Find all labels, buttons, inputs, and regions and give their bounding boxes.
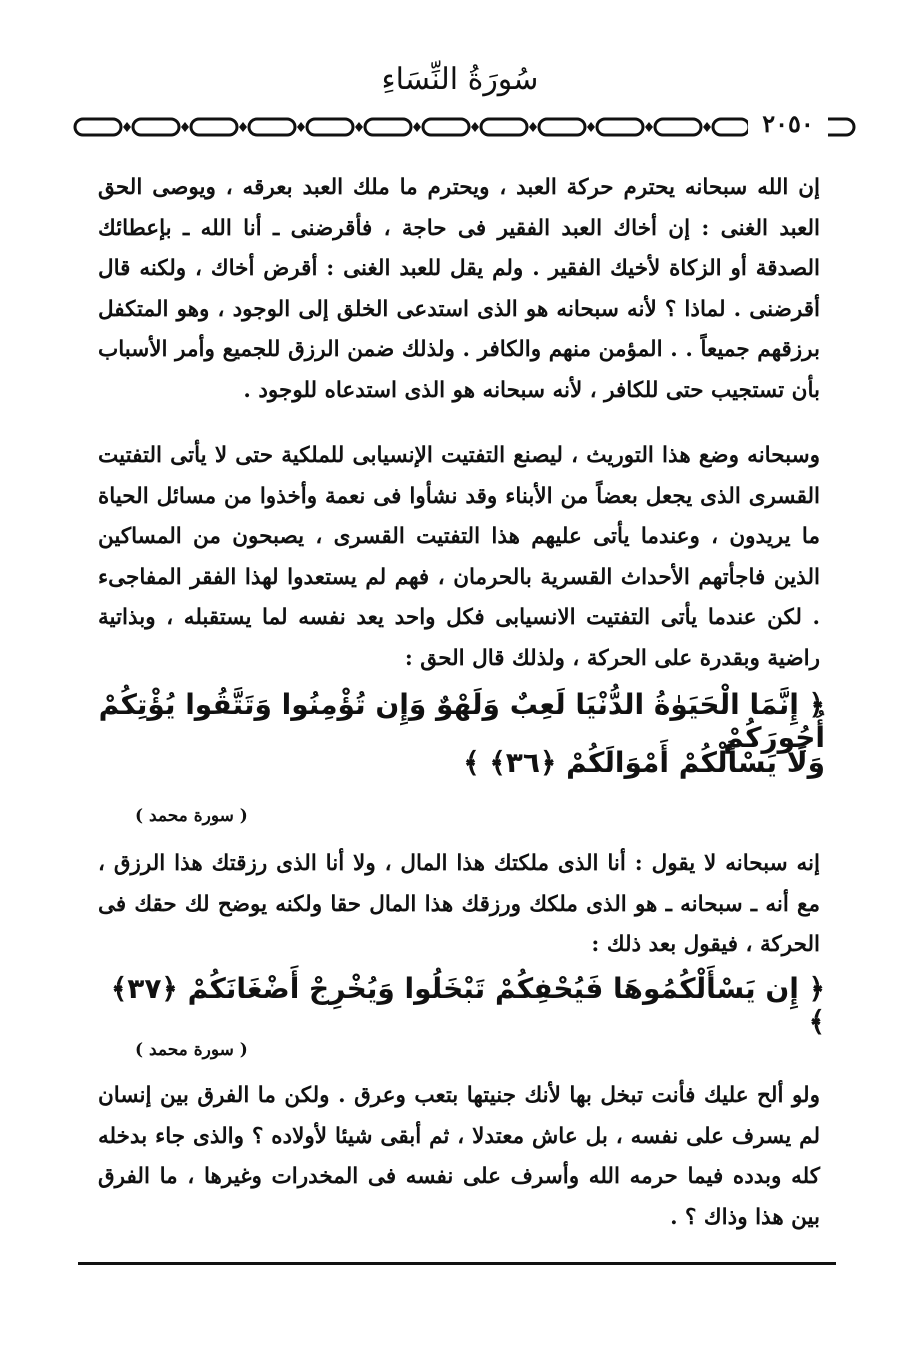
paragraph-3: إنه سبحانه لا يقول : أنا الذى ملكتك هذا المال ، ولا أنا الذى رزقتك هذا الرزق ، مع أنه ـ سبحانه ـ هو الذى ملكك ورزقك هذا المال حقا ولكنه يوضح لك حقك فى الحركة ، فيقول بعد ذلك : <box>98 851 820 957</box>
header-ornament-border <box>70 110 860 144</box>
paragraph-4: ولو ألح عليك فأنت تبخل بها لأنك جنيتها بتعب وعرق . ولكن ما الفرق بين إنسان لم يسرف على نفسه ، بل عاش معتدلا ، ثم أبقى شيئا لأولاده ؟ والذى جاء بدخله كله وبدده فيما حرمه الله وأسرف على نفسه فى المخدرات وغيرها ، ما الفرق بين هذا وذاك ؟ . <box>98 1083 820 1230</box>
verse-reference-1: ( سورة محمد ) <box>135 806 248 826</box>
surah-title: سُورَةُ النِّسَاءِ <box>381 62 539 97</box>
quran-verse-36-line-1: ﴿ إِنَّمَا الْحَيَوٰةُ الدُّنْيَا لَعِبٌ وَلَهْوٌ وَإِن تُؤْمِنُوا وَتَتَّقُوا يُؤْتِكُمْ أُجُورَكُمْ <box>98 688 825 754</box>
paragraph-2: وسبحانه وضع هذا التوريث ، ليصنع التفتيت الإنسيابى للملكية حتى لا يأتى التفتيت القسرى الذى يجعل بعضاً من الأبناء وقد نشأوا فى نعمة وأخذوا من مسائل الحياة ما يريدون ، وعندما يأتى عليهم هذا التفتيت القسرى ، يصبحون من المساكين الذين فاجأتهم الأحداث القسرية بالحرمان ، فهم لم يستعدوا لهذا الفقر المفاجىء . لكن عندما يأتى التفتيت الانسيابى فكل واحد يعد نفسه لما يستقبله ، وبذاتية راضية وبقدرة على الحركة ، ولذلك قال الحق : <box>98 443 820 671</box>
footer-divider <box>78 1262 836 1265</box>
paragraph-1: إن الله سبحانه يحترم حركة العبد ، ويحترم ما ملك العبد بعرقه ، ويوصى الحق العبد الغنى : إن أخاك العبد الفقير فى حاجة ، فأقرضنى ـ أنا الله ـ بإعطائك الصدقة أو الزكاة لأخيك الفقير . ولم يقل للعبد الغنى : أقرض أخاك ، ولكنه قال أقرضنى . لماذا ؟ لأنه سبحانه هو الذى استدعى الخلق إلى الوجود ، وهو المتكفل برزقهم جميعاً . . المؤمن منهم والكافر . ولذلك ضمن الرزق للجميع وأمر الأسباب بأن تستجيب حتى للكافر ، لأنه سبحانه هو الذى استدعاه للوجود . <box>98 175 820 403</box>
quran-verse-36-line-2: وَلَا يَسْأَلْكُمْ أَمْوَالَكُمْ ﴿٣٦﴾ ﴾ <box>463 746 825 779</box>
page-number: ٢٠٥٠ <box>748 109 828 138</box>
verse-reference-2: ( سورة محمد ) <box>135 1040 248 1060</box>
quran-verse-37: ﴿ إِن يَسْأَلْكُمُوهَا فَيُحْفِكُمْ تَبْخَلُوا وَيُخْرِجْ أَضْغَانَكُمْ ﴿٣٧﴾ ﴾ <box>110 972 825 1038</box>
